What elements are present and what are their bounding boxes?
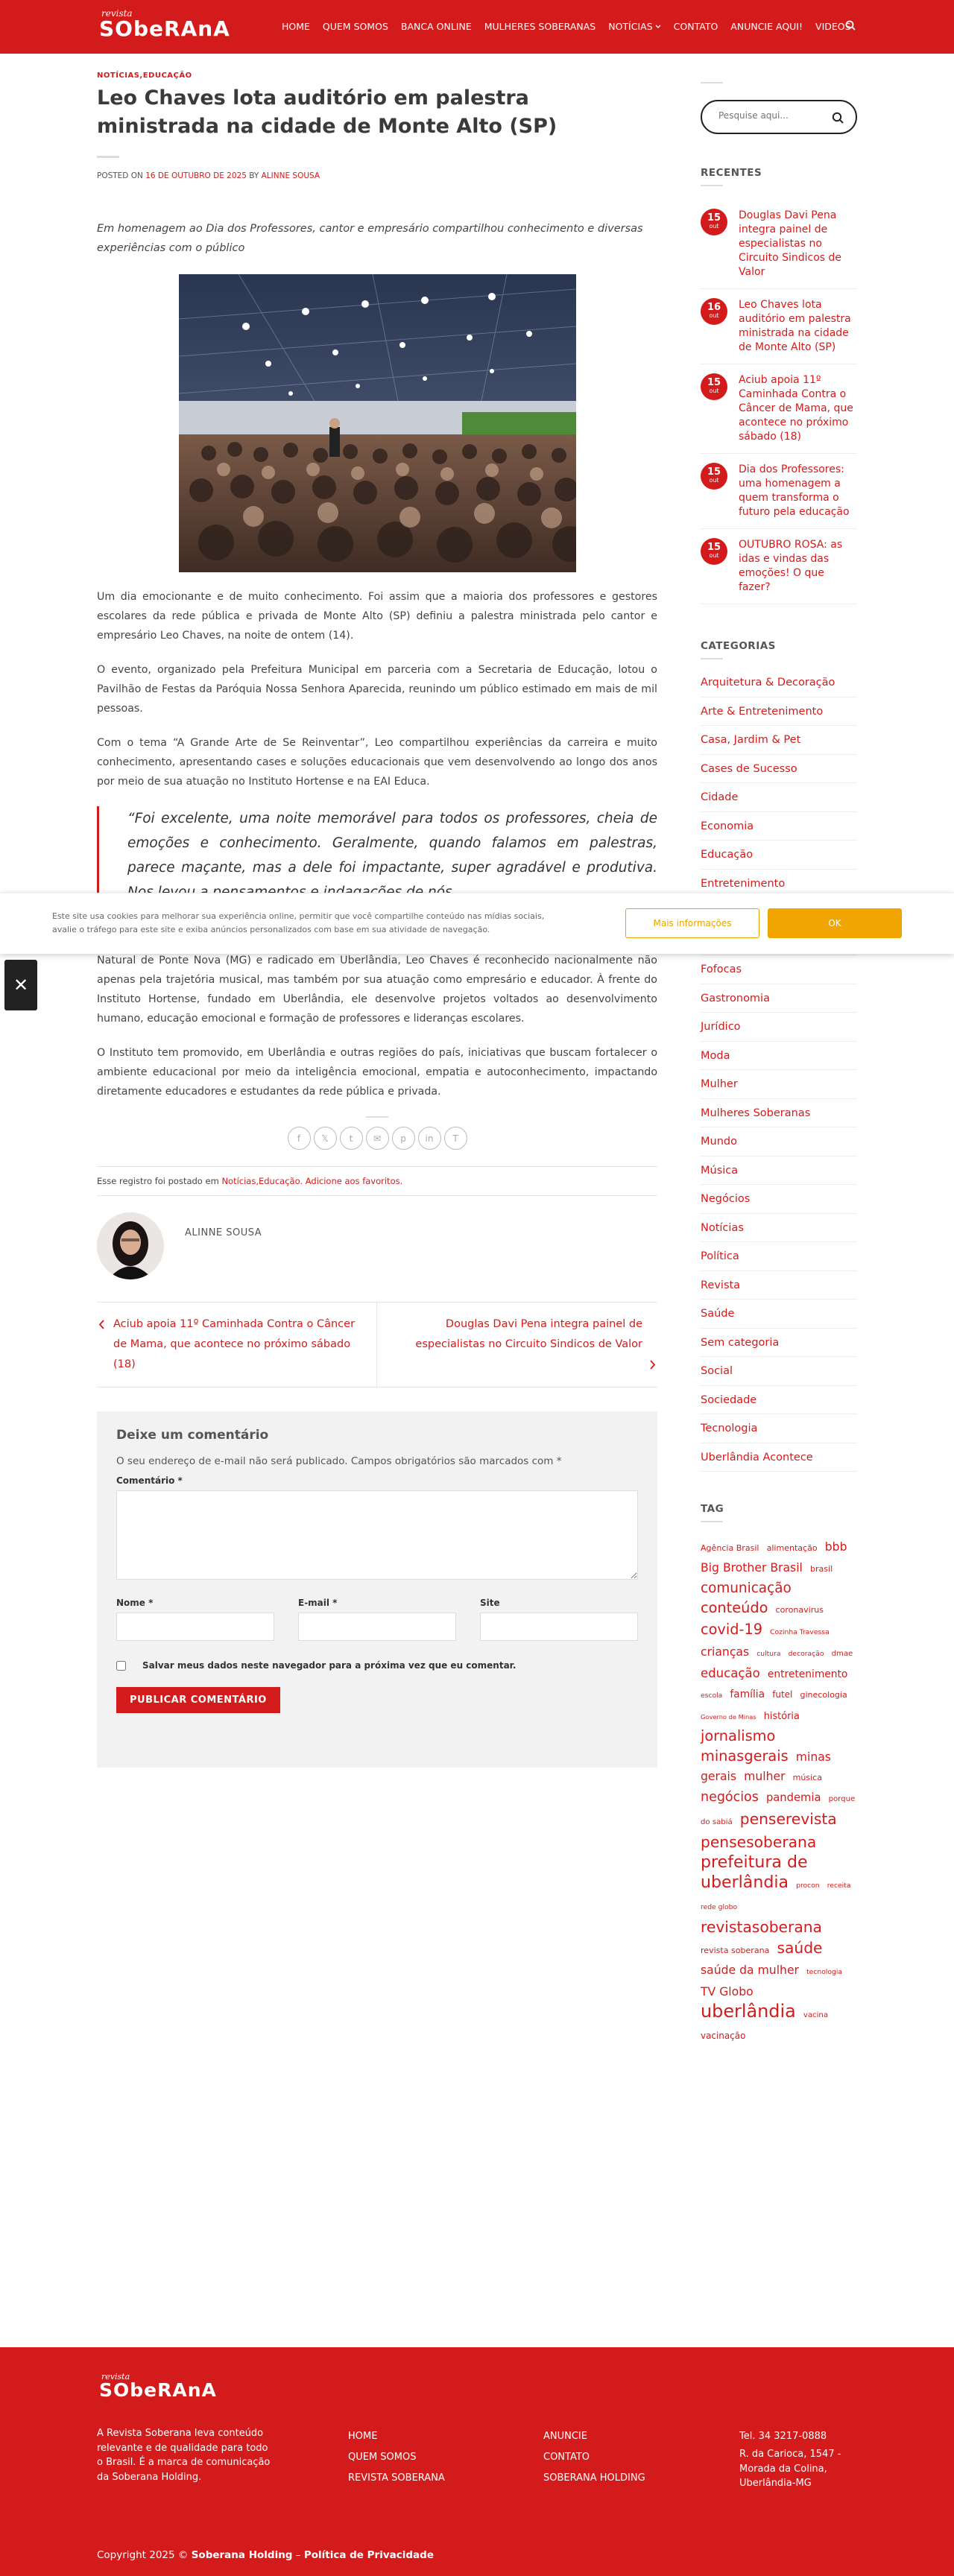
tag-link[interactable]: dmae <box>831 1650 853 1658</box>
badge-day: 15 <box>707 542 721 553</box>
search-icon[interactable] <box>845 20 856 31</box>
list-item <box>701 364 857 454</box>
footer-link-quem-somos[interactable]: QUEM SOMOS <box>348 2452 417 2463</box>
nav-mulheres-soberanas[interactable]: MULHERES SOBERANAS <box>484 21 596 32</box>
article-paragraph-5: O Instituto tem promovido, em Uberlândia e outras regiões do país, iniciativas que buscam fortalecer o ambiente educacional por meio da inteligência emocional, empatia e autoconhecimento, impactando diretamente educadores e estudantes da rede pública e privada. <box>97 1047 657 1098</box>
next-post-title: Douglas Davi Pena integra painel de especialistas no Circuito Sindicos de Valor <box>415 1318 642 1350</box>
tag-link[interactable]: Agência Brasil <box>701 1543 759 1553</box>
tag-link[interactable]: bbb <box>824 1539 847 1554</box>
footer-logo[interactable] <box>99 2373 217 2400</box>
footer-links-2 <box>543 2426 645 2489</box>
email-label: E-mail * <box>298 1598 338 1608</box>
tag-link[interactable]: família <box>730 1689 765 1700</box>
footer-copyright <box>97 2549 434 2561</box>
tag-link[interactable]: minasgerais <box>701 1747 789 1765</box>
nav-home[interactable]: HOME <box>282 21 310 32</box>
recent-post-link[interactable]: Leo Chaves lota auditório em palestra ministrada na cidade de Monte Alto (SP) <box>739 299 851 353</box>
nav-videos[interactable]: VIDEOS <box>815 21 851 32</box>
tag-link[interactable]: revista soberana <box>701 1946 770 1955</box>
email-field-wrap <box>298 1598 456 1641</box>
tag-link[interactable]: porque do sabiá <box>701 1795 856 1826</box>
article-paragraph-3: Com o tema “A Grande Arte de Se Reinventar”, Leo compartilhou experiências da carreira e muito conhecimento, apresentando cases e soluções educacionais que vem desenvolvendo ao longo dos anos por meio de sua atuação no Instituto Hortense e na EAI Educa. <box>97 737 657 788</box>
tag-link[interactable]: vacina <box>803 2011 829 2019</box>
category-link[interactable]: Fofocas <box>701 955 857 984</box>
badge-month: out <box>709 312 719 319</box>
tags-widget <box>701 1503 857 2045</box>
tag-link[interactable]: escola <box>701 1692 723 1700</box>
chevron-right-icon <box>647 1355 657 1375</box>
tag-link[interactable]: negócios <box>701 1790 759 1805</box>
comment-form-title: Deixe um comentário <box>116 1428 269 1443</box>
category-link[interactable]: Mulher <box>701 1070 857 1099</box>
tag-link[interactable]: prefeitura de uberlândia <box>701 1853 808 1892</box>
nav-anuncie[interactable]: ANUNCIE AQUI! <box>730 21 803 32</box>
footer-link-contato[interactable]: CONTATO <box>543 2452 590 2463</box>
recent-post-link[interactable]: OUTUBRO ROSA: as idas e vindas das emoções! O que fazer? <box>739 539 843 593</box>
footer-links-1 <box>348 2426 445 2489</box>
tag-link[interactable]: decoração <box>788 1650 824 1658</box>
comment-textarea[interactable] <box>116 1490 638 1580</box>
privacy-policy-link[interactable]: Política de Privacidade <box>303 2549 434 2561</box>
tag-cloud <box>701 1537 857 2045</box>
categories-widget <box>701 640 857 1472</box>
list-item <box>701 289 857 364</box>
tag-link[interactable]: futel <box>772 1689 793 1700</box>
meta-author-link[interactable]: ALINNE SOUSA <box>261 171 320 180</box>
article-paragraph-4: Natural de Ponte Nova (MG) e radicado em Uberlândia, Leo Chaves é reconhecido nacionalmente não apenas pela trajetória musical, mas também por sua atuação como empresário e educador. À frente do Instituto Hortense, fundado em Uberlândia, ele desenvolve projetos voltados ao desenvolvimento humano, educação emocional e formação de professores e lideranças escolares. <box>97 955 657 1025</box>
list-item <box>701 529 857 604</box>
tag-link[interactable]: minas gerais <box>701 1750 831 1783</box>
save-data-checkbox[interactable] <box>116 1661 126 1671</box>
recent-post-link[interactable]: Aciub apoia 11º Caminhada Contra o Câncer de Mama, que acontece no próximo sábado (18) <box>739 374 853 443</box>
tag-link[interactable]: mulher <box>744 1769 786 1783</box>
recent-list <box>701 200 857 604</box>
tag-link[interactable]: cultura <box>756 1650 781 1658</box>
article-paragraph-2: O evento, organizado pela Prefeitura Municipal em parceria com a Secretaria de Educação, lotou o Pavilhão de Festas da Paróquia Nossa Senhora Aparecida, reunindo um público estimado em mais de mil pessoas. <box>97 664 657 715</box>
badge-month: out <box>709 387 719 394</box>
article-paragraph-1: Um dia emocionante e de muito conhecimento. Foi assim que a maioria dos professores e gestores escolares da rede pública e privada de Monte Alto (SP) definiu a palestra ministrada pelo cantor e empresário Leo Chaves, na noite de ontem (14). <box>97 591 657 642</box>
category-link[interactable]: Moda <box>701 1042 857 1071</box>
categories-title-divider <box>701 658 723 659</box>
logo-small-text: revista <box>101 8 133 19</box>
name-label: Nome * <box>116 1598 154 1608</box>
category-link[interactable]: Saúde <box>701 1300 857 1329</box>
category-link[interactable]: Revista <box>701 1271 857 1300</box>
category-link[interactable]: Educação <box>701 841 857 870</box>
nav-banca-online[interactable]: BANCA ONLINE <box>400 21 472 32</box>
badge-month: out <box>709 477 719 484</box>
prev-post-link[interactable] <box>97 1303 377 1387</box>
share-icons <box>97 1127 657 1150</box>
category-link[interactable]: Cases de Sucesso <box>701 755 857 784</box>
comment-label: Comentário * <box>116 1475 183 1486</box>
main-nav <box>282 21 864 32</box>
site-logo[interactable] <box>99 9 230 40</box>
footer-link-home[interactable]: HOME <box>348 2431 378 2442</box>
tag-link[interactable]: pensesoberana <box>701 1833 817 1851</box>
tag-link[interactable]: ginecologia <box>800 1690 847 1700</box>
share-divider <box>366 1116 388 1118</box>
category-link[interactable]: Entretenimento <box>701 870 857 899</box>
cookie-banner <box>0 893 954 954</box>
tag-link[interactable]: saúde <box>777 1939 823 1957</box>
nav-contato[interactable]: CONTATO <box>673 21 718 32</box>
add-favorites-link[interactable]: Adicione aos favoritos <box>305 1176 400 1186</box>
footer-address: R. da Carioca, 1547 - Morada da Colina, Uberlândia-MG <box>739 2449 841 2489</box>
tag-link[interactable]: Big Brother Brasil <box>701 1560 803 1575</box>
chevron-left-icon <box>97 1314 107 1335</box>
tag-link[interactable]: receita rede globo <box>701 1882 851 1911</box>
category-link[interactable]: Mundo <box>701 1127 857 1156</box>
category-link[interactable]: Cidade <box>701 783 857 812</box>
tag-link[interactable]: alimentação <box>766 1543 818 1553</box>
list-item <box>701 454 857 529</box>
date-badge <box>701 538 727 565</box>
twitter-icon[interactable]: t <box>340 1127 363 1150</box>
site-field-wrap <box>480 1598 638 1641</box>
footer-contact <box>739 2426 859 2491</box>
tags-title-divider <box>701 1521 723 1522</box>
category-link[interactable]: Mulheres Soberanas <box>701 1099 857 1128</box>
footer-logo-small: revista <box>101 2372 130 2382</box>
badge-day: 16 <box>707 302 721 313</box>
tag-link[interactable]: saúde da mulher <box>701 1963 799 1977</box>
category-link[interactable]: Notícias <box>701 1214 857 1243</box>
copy-prefix: Copyright 2025 © <box>97 2549 189 2561</box>
sidebar-divider <box>701 82 723 83</box>
footer-about: A Revista Soberana leva conteúdo relevante e de qualidade para todo o Brasil. É a marca de comunicação da Soberana Holding. <box>97 2428 271 2483</box>
site-label: Site <box>480 1598 500 1608</box>
submit-comment-button[interactable]: PUBLICAR COMENTÁRIO <box>116 1687 280 1713</box>
cookie-more-info-button[interactable]: Mais informações <box>625 908 759 938</box>
cookie-ok-button[interactable]: OK <box>768 908 902 938</box>
category-link[interactable]: Política <box>701 1242 857 1271</box>
site-field[interactable] <box>480 1613 638 1641</box>
date-badge <box>701 209 727 235</box>
tags-title: TAG <box>701 1503 724 1515</box>
save-data-row <box>116 1660 638 1671</box>
search-icon[interactable] <box>832 112 844 124</box>
tag-link[interactable]: covid-19 <box>701 1621 763 1638</box>
tag-link[interactable]: vacinação <box>701 2031 746 2041</box>
tag-link[interactable]: entretenimento <box>767 1668 848 1680</box>
recent-widget <box>701 167 857 604</box>
name-field-wrap <box>116 1598 274 1641</box>
tag-link[interactable]: revistasoberana <box>701 1918 822 1936</box>
sidebar-search <box>701 100 857 134</box>
divider <box>97 1166 657 1167</box>
tag-link[interactable]: conteúdo <box>701 1599 768 1616</box>
logo-big-text: SObeRAnA <box>99 16 230 41</box>
category-link[interactable]: Sociedade <box>701 1386 857 1415</box>
badge-day: 15 <box>707 466 721 478</box>
email-field[interactable] <box>298 1613 456 1641</box>
posted-in: Esse registro foi postado em Notícias,Educação. Adicione aos favoritos. <box>97 1176 403 1186</box>
category-link[interactable]: Casa, Jardim & Pet <box>701 726 857 755</box>
date-badge <box>701 298 727 325</box>
category-link[interactable]: Música <box>701 1156 857 1186</box>
category-link[interactable]: Sem categoria <box>701 1329 857 1358</box>
badge-day: 15 <box>707 212 721 224</box>
email-icon[interactable]: ✉ <box>366 1127 389 1150</box>
footer-phone: Tel. 34 3217-0888 <box>739 2431 827 2442</box>
linkedin-icon[interactable]: in <box>418 1127 441 1150</box>
chevron-down-icon <box>655 25 661 29</box>
title-divider <box>97 156 119 158</box>
site-footer <box>0 2347 954 2576</box>
sidebar <box>701 72 857 2045</box>
recent-post-link[interactable]: Douglas Davi Pena integra painel de especialistas no Circuito Sindicos de Valor <box>739 209 842 278</box>
tag-link[interactable]: brasil <box>809 1564 833 1574</box>
category-link[interactable]: Arquitetura & Decoração <box>701 668 857 697</box>
tag-link[interactable]: música <box>792 1773 822 1782</box>
badge-month: out <box>709 223 719 230</box>
footer-link-anuncie[interactable]: ANUNCIE <box>543 2431 587 2442</box>
close-icon[interactable]: ✕ <box>4 960 37 1010</box>
author-avatar <box>97 1212 164 1279</box>
nav-noticias-label: NOTÍCIAS <box>608 21 653 32</box>
category-link[interactable]: Gastronomia <box>701 984 857 1013</box>
tumblr-icon[interactable]: T <box>444 1127 467 1150</box>
save-data-label: Salvar meus dados neste navegador para a próxima vez que eu comentar. <box>142 1660 517 1671</box>
name-field[interactable] <box>116 1613 274 1641</box>
tag-link[interactable]: educação <box>701 1666 760 1680</box>
meta-date-link[interactable]: 16 DE OUTUBRO DE 2025 <box>145 171 247 180</box>
recent-title: RECENTES <box>701 167 762 179</box>
recent-post-link[interactable]: Dia dos Professores: uma homenagem a quem transforma o futuro pela educação <box>739 463 850 518</box>
next-post-link[interactable] <box>377 1303 657 1387</box>
facebook-icon[interactable]: f <box>288 1127 311 1150</box>
category-link[interactable]: Social <box>701 1357 857 1386</box>
tag-link[interactable]: TV Globo <box>701 1984 754 1999</box>
tag-link[interactable]: uberlândia <box>701 2001 796 2022</box>
category-link[interactable]: Economia <box>701 812 857 841</box>
categories-title: CATEGORIAS <box>701 640 776 652</box>
posted-categories-link[interactable]: Notícias,Educação. <box>221 1176 303 1186</box>
list-item <box>701 200 857 289</box>
meta-prefix: POSTED ON <box>97 171 143 180</box>
category-link[interactable]: Jurídico <box>701 1013 857 1042</box>
category-link[interactable]: Uberlândia Acontece <box>701 1443 857 1472</box>
comment-form <box>97 1411 657 1768</box>
cookie-text: Este site usa cookies para melhorar sua experiência online, permitir que você compartilhe conteúdo nas mídias sociais, avalie o tráfego para este site e exiba anúncios personalizados com base em sua atividade de navegação. <box>52 911 545 934</box>
pinterest-icon[interactable]: p <box>392 1127 415 1150</box>
copy-holder-link[interactable]: Soberana Holding <box>191 2549 293 2561</box>
x-icon[interactable]: 𝕏 <box>314 1127 337 1150</box>
article-meta <box>97 171 657 180</box>
search-input[interactable] <box>718 110 830 121</box>
tag-link[interactable]: crianças <box>701 1645 750 1659</box>
footer-logo-big: SObeRAnA <box>99 2379 217 2401</box>
comment-form-note: O seu endereço de e-mail não será publicado. Campos obrigatórios são marcados com * <box>116 1455 562 1467</box>
tag-link[interactable]: Governo de Minas <box>701 1713 756 1721</box>
tag-link[interactable]: procon <box>796 1882 820 1890</box>
tag-link[interactable]: penserevista <box>739 1810 837 1828</box>
copy-dash: – <box>292 2549 304 2561</box>
posted-prefix: Esse registro foi postado em <box>97 1176 219 1186</box>
prev-post-title: Aciub apoia 11º Caminhada Contra o Câncer de Mama, que acontece no próximo sábado (18) <box>113 1318 356 1370</box>
nav-noticias[interactable] <box>608 21 660 32</box>
footer-link-holding[interactable]: SOBERANA HOLDING <box>543 2472 645 2484</box>
tag-link[interactable]: tecnologia <box>806 1968 843 1976</box>
recent-title-divider <box>701 185 723 186</box>
article-lead: Em homenagem ao Dia dos Professores, cantor e empresário compartilhou conhecimento e diversas experiências com o público <box>97 223 643 254</box>
tag-link[interactable]: comunicação <box>701 1580 792 1596</box>
article-categories[interactable]: NOTÍCIAS,EDUCAÇÃO <box>97 72 192 80</box>
categories-list <box>701 668 857 1472</box>
badge-month: out <box>709 552 719 559</box>
divider <box>97 1195 657 1196</box>
nav-quem-somos[interactable]: QUEM SOMOS <box>322 21 388 32</box>
tag-link[interactable]: pandemia <box>765 1791 821 1804</box>
tag-link[interactable]: história <box>763 1711 800 1722</box>
article-quote: “Foi excelente, uma noite memorável para todos os professores, cheia de emoções e conhecimento. Geralmente, quando falamos em palestras, parece maçante, mas a dele foi impactante, super agradável e produtiva. <box>97 806 657 906</box>
article-title: Leo Chaves lota auditório em palestra ministrada na cidade de Monte Alto (SP) <box>97 86 557 138</box>
tag-link[interactable]: jornalismo <box>701 1727 776 1744</box>
article-photo <box>179 274 576 572</box>
author-name[interactable]: ALINNE SOUSA <box>185 1227 262 1238</box>
site-header <box>0 0 954 54</box>
category-link[interactable]: Tecnologia <box>701 1414 857 1443</box>
meta-by: BY <box>249 171 259 180</box>
badge-day: 15 <box>707 377 721 388</box>
date-badge <box>701 463 727 490</box>
auditorium-photo-illustration <box>179 274 576 572</box>
footer-link-revista[interactable]: REVISTA SOBERANA <box>348 2472 445 2484</box>
date-badge <box>701 373 727 400</box>
author-box <box>97 1212 657 1279</box>
post-navigation <box>97 1302 657 1387</box>
tag-link[interactable]: Cozinha Travessa <box>770 1628 830 1636</box>
author-portrait <box>97 1212 164 1279</box>
tag-link[interactable]: coronavirus <box>775 1605 824 1615</box>
comment-fields-row <box>116 1598 638 1641</box>
category-link[interactable]: Arte & Entretenimento <box>701 697 857 727</box>
category-link[interactable]: Negócios <box>701 1185 857 1214</box>
